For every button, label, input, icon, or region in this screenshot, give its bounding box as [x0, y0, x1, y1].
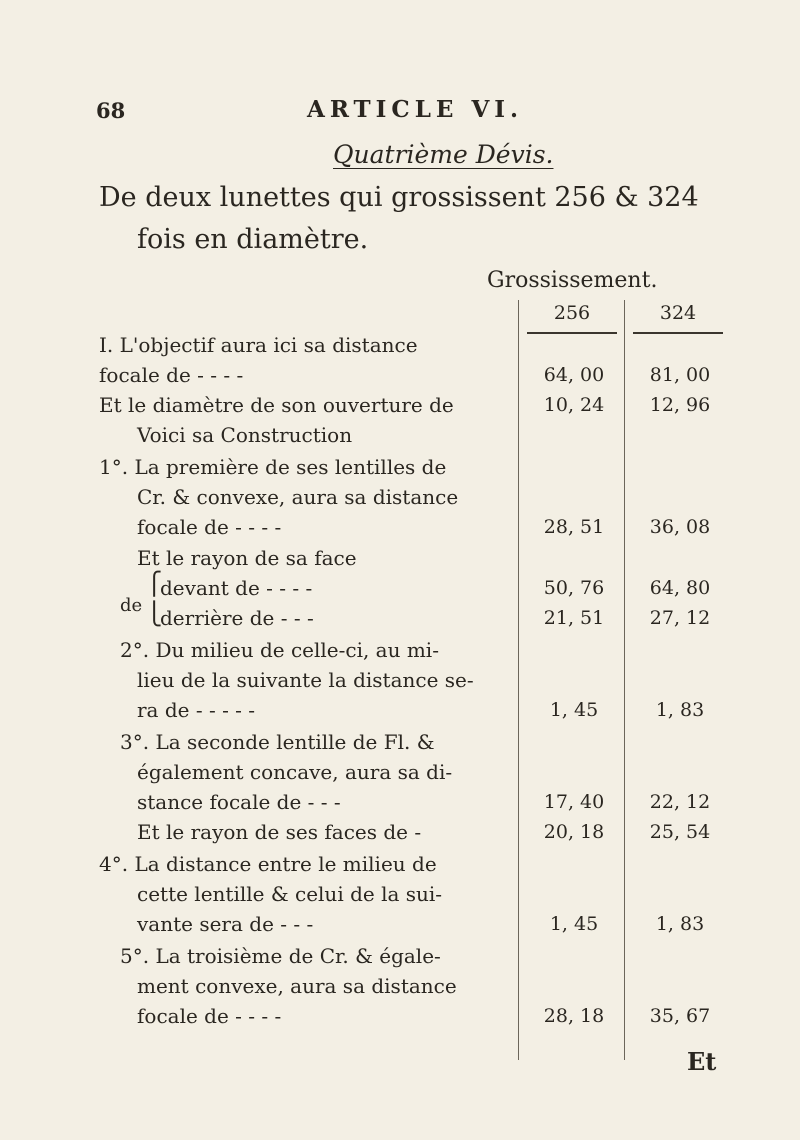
table-row	[0, 695, 800, 725]
table-row	[0, 1001, 800, 1031]
table-row	[0, 512, 800, 542]
intro-line: fois en diamètre.	[137, 224, 369, 255]
table-row	[0, 543, 800, 573]
table-row	[0, 879, 800, 909]
row-label: 1°. La première de ses lentilles de	[99, 455, 447, 479]
row-label: Et le rayon de ses faces de -	[137, 820, 422, 844]
table-row	[0, 849, 800, 879]
value-324: 1, 83	[655, 913, 705, 935]
row-label: cette lentille & celui de la sui-	[137, 882, 443, 906]
row-label: I. L'objectif aura ici sa distance	[99, 333, 418, 357]
brace-prefix: de	[120, 595, 143, 616]
table-row	[0, 757, 800, 787]
brace-bottom-icon: ⎩	[146, 602, 163, 627]
value-256: 50, 76	[543, 577, 605, 599]
row-label: 3°. La seconde lentille de Fl. &	[120, 730, 435, 754]
column-header-256: 256	[553, 302, 591, 324]
value-324: 12, 96	[649, 394, 711, 416]
value-324: 64, 80	[649, 577, 711, 599]
value-256: 20, 18	[543, 821, 605, 843]
value-256: 21, 51	[543, 607, 605, 629]
value-256: 1, 45	[549, 699, 599, 721]
page-number: 68	[96, 98, 126, 123]
row-label: derrière de - - -	[160, 606, 314, 630]
catchword: Et	[687, 1047, 717, 1076]
table-row	[0, 941, 800, 971]
row-label: focale de - - - -	[137, 1004, 282, 1028]
row-label: également concave, aura sa di-	[137, 760, 453, 784]
table-row	[0, 452, 800, 482]
value-256: 28, 18	[543, 1005, 605, 1027]
row-label: vante sera de - - -	[137, 912, 314, 936]
table-row	[0, 360, 800, 390]
table-row	[0, 971, 800, 1001]
value-256: 1, 45	[549, 913, 599, 935]
row-label: lieu de la suivante la distance se-	[137, 668, 474, 692]
row-label: 4°. La distance entre le milieu de	[99, 852, 437, 876]
row-label: focale de - - - -	[137, 515, 282, 539]
grossissement-header: Grossissement.	[487, 268, 658, 293]
value-256: 10, 24	[543, 394, 605, 416]
value-324: 25, 54	[649, 821, 711, 843]
column-header-324: 324	[659, 302, 697, 324]
row-label: Et le diamètre de son ouverture de	[99, 393, 454, 417]
row-label: 5°. La troisième de Cr. & égale-	[120, 944, 441, 968]
table-row	[0, 727, 800, 757]
value-324: 81, 00	[649, 364, 711, 386]
running-head: ARTICLE VI.	[307, 96, 524, 123]
row-label: ment convexe, aura sa distance	[137, 974, 457, 998]
row-label: devant de - - - -	[160, 576, 313, 600]
value-256: 28, 51	[543, 516, 605, 538]
value-324: 36, 08	[649, 516, 711, 538]
brace-top-icon: ⎧	[146, 572, 163, 597]
table-row	[0, 787, 800, 817]
row-label: Et le rayon de sa face	[137, 546, 357, 570]
value-324: 27, 12	[649, 607, 711, 629]
value-324: 1, 83	[655, 699, 705, 721]
table-row	[0, 665, 800, 695]
row-label: Voici sa Construction	[137, 423, 353, 447]
table-row	[0, 330, 800, 360]
row-label: Cr. & convexe, aura sa distance	[137, 485, 459, 509]
table-row	[0, 909, 800, 939]
row-label: stance focale de - - -	[137, 790, 341, 814]
intro-line: De deux lunettes qui grossissent 256 & 324	[99, 182, 699, 213]
value-324: 35, 67	[649, 1005, 711, 1027]
table-row	[0, 420, 800, 450]
table-row	[0, 635, 800, 665]
row-label: ra de - - - - -	[137, 698, 256, 722]
table-row	[0, 482, 800, 512]
section-title: Quatrième Dévis.	[333, 140, 554, 169]
value-256: 64, 00	[543, 364, 605, 386]
value-324: 22, 12	[649, 791, 711, 813]
row-label: 2°. Du milieu de celle-ci, au mi-	[120, 638, 439, 662]
table-row	[0, 817, 800, 847]
table-row	[0, 390, 800, 420]
value-256: 17, 40	[543, 791, 605, 813]
row-label: focale de - - - -	[99, 363, 244, 387]
